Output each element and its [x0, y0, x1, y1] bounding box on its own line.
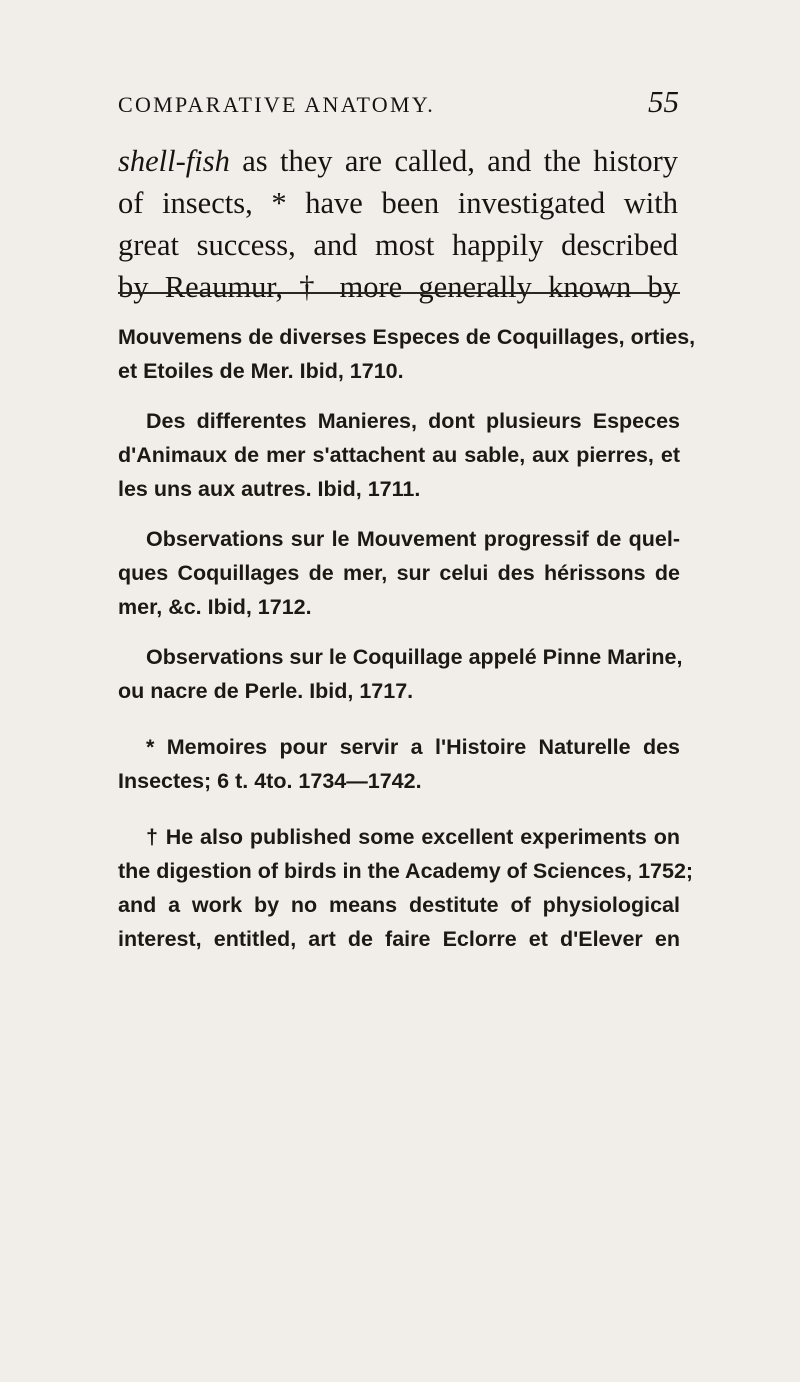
- footnote-dagger: [118, 820, 694, 956]
- note-line: et Etoiles de Mer. Ibid, 1710.: [118, 359, 404, 383]
- reference-entry: [118, 320, 696, 388]
- note-line: the digestion of birds in the Academy of Sciences, 1752;: [118, 859, 694, 883]
- main-text-line: great success, and most happily described: [118, 228, 678, 262]
- main-text-line: [118, 140, 678, 182]
- note-line: Insectes; 6 t. 4to. 1734—1742.: [118, 769, 422, 793]
- reference-entry: [118, 522, 680, 624]
- italic-term: shell-fish: [118, 144, 230, 178]
- note-line: † He also published some excellent experiments on: [146, 825, 680, 849]
- note-line: and a work by no means destitute of physiological: [118, 893, 680, 917]
- main-text-line: by Reaumur, † more generally known by: [118, 270, 678, 304]
- main-text-line: of insects, * have been investigated with: [118, 186, 678, 220]
- note-line: d'Animaux de mer s'attachent au sable, aux pierres, et: [118, 443, 680, 467]
- note-line: interest, entitled, art de faire Eclorre et d'Elever en: [118, 927, 680, 951]
- note-line: ques Coquillages de mer, sur celui des hérissons de: [118, 561, 680, 585]
- footnote-star: [118, 730, 680, 798]
- note-line: * Memoires pour servir a l'Histoire Naturelle des: [146, 735, 680, 759]
- note-line: les uns aux autres. Ibid, 1711.: [118, 477, 421, 501]
- note-line: mer, &c. Ibid, 1712.: [118, 595, 312, 619]
- main-text: [118, 140, 678, 308]
- running-head: COMPARATIVE ANATOMY.: [118, 92, 435, 117]
- note-line: ou nacre de Perle. Ibid, 1717.: [118, 679, 414, 703]
- footnotes: [118, 320, 696, 956]
- reference-entry: [118, 640, 683, 708]
- note-line: Des differentes Manieres, dont plusieurs Especes: [146, 409, 680, 433]
- reference-entry: [118, 404, 680, 506]
- note-line: Observations sur le Mouvement progressif de quel-: [146, 527, 680, 551]
- note-line: Observations sur le Coquillage appelé Pinne Marine,: [146, 645, 683, 669]
- page-number: 55: [648, 84, 679, 119]
- footnote-separator-rule: [118, 292, 680, 294]
- note-line: Mouvemens de diverses Especes de Coquillages, orties,: [118, 325, 696, 349]
- main-text-line-rest: as they are called, and the history: [229, 144, 678, 178]
